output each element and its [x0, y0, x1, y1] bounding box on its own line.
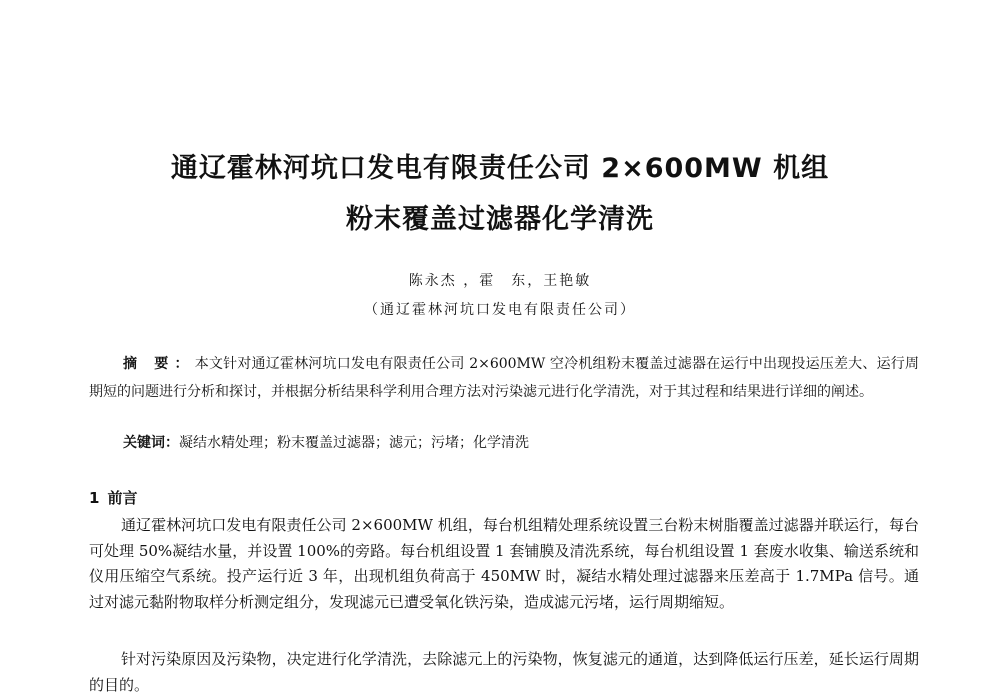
keywords-text: 凝结水精处理；粉末覆盖过滤器；滤元；污堵；化学清洗: [179, 435, 529, 451]
keywords: [123, 429, 923, 457]
author-list: 陈永杰 ，霍 东，王艳敏: [408, 273, 592, 289]
keywords-label: 关键词：: [123, 435, 179, 451]
section-number: 1: [89, 489, 100, 507]
abstract-label: 摘 要：: [123, 356, 195, 372]
abstract-text: 本文针对通辽霍林河坑口发电有限责任公司 2×600MW 空冷机组粉末覆盖过滤器在运行中出现投运压差大、运行周期短的问题进行分析和探讨，并根据分析结果科学利用合理方法对污染滤元进行化学清洗，对于其过程和结果进行详细的阐述。: [89, 356, 919, 400]
body-paragraph: 针对污染原因及污染物，决定进行化学清洗，去除滤元上的污染物，恢复滤元的通道，达到降低运行压差，延长运行周期的目的。: [89, 650, 919, 694]
author-affiliation: （通辽霍林河坑口发电有限责任公司）: [364, 302, 636, 318]
abstract: [89, 350, 919, 406]
paper-title-line-2: 粉末覆盖过滤器化学清洗: [346, 204, 654, 235]
section-heading: [89, 484, 137, 512]
paper-title-line-1: 通辽霍林河坑口发电有限责任公司 2×600MW 机组: [170, 153, 830, 184]
section-title: 前言: [107, 489, 138, 507]
body-paragraph: 通辽霍林河坑口发电有限责任公司 2×600MW 机组，每台机组精处理系统设置三台粉末树脂覆盖过滤器并联运行，每台可处理 50%凝结水量，并设置 100%的旁路。每台机组设置 1 套铺膜及清洗系统，每台机组设置 1 套废水收集、输送系统和仪用压缩空气系统。投产运行近 3 年，出现机组负荷高于 450MW 时，凝结水精处理过滤器来压差高于 1.7MPa 信号。通过对滤元黏附物取样分析测定组分，发现滤元已遭受氧化铁污染，造成滤元污堵，运行周期缩短。: [89, 516, 919, 611]
